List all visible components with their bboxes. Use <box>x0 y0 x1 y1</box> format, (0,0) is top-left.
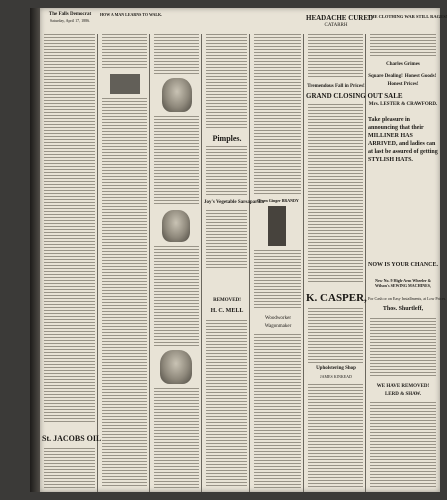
now-your-chance-ad: NOW IS YOUR CHANCE. <box>368 262 439 268</box>
we-have-removed-ad: WE HAVE REMOVED! <box>376 384 430 389</box>
column-7-text-mid <box>370 318 436 378</box>
column-6-text-top <box>308 34 363 78</box>
column-7-text-top <box>370 34 436 58</box>
james-kinkead-ad: JAMES KINKEAD <box>320 374 352 379</box>
column-1-text <box>44 34 95 424</box>
column-1 <box>42 12 102 492</box>
square-dealing: Square Dealing! <box>368 74 403 79</box>
green-ginger-ad: Green Ginger BRANDY <box>257 198 299 203</box>
column-2 <box>100 12 163 492</box>
column-7 <box>368 14 447 492</box>
dateline: Saturday, April 17, 1886. <box>49 18 91 23</box>
mrs-lester-ad: Mrs. LESTER & CRAWFORD. <box>368 102 438 107</box>
column-1-text-bottom <box>44 448 95 488</box>
wagonmaker-ad: Wagonmaker <box>264 324 292 329</box>
lerd-shaw-ad: LERD & SHAW. <box>384 392 422 397</box>
column-3 <box>152 34 202 492</box>
column-4-text-bottom <box>206 320 247 488</box>
honest-goods: Honest Goods! <box>404 74 437 79</box>
column-5-text-bottom <box>254 334 301 488</box>
jacobs-oil-ad: St. JACOBS OIL <box>42 434 102 443</box>
column-2-text <box>102 98 147 488</box>
woodworker-ad: Woodworker <box>265 316 291 321</box>
portrait-1 <box>162 78 192 112</box>
column-5-text-mid <box>254 250 301 310</box>
milliner-ad: Take pleasure in announcing that their MILLINER HAS ARRIVED, and ladies can at last be assured of getting STYLISH HATS. <box>368 117 438 163</box>
honest-prices: Honest Prices! <box>387 82 419 87</box>
upholstering-ad: Upholstering Shop <box>316 366 356 371</box>
headache-ad: HEADACHE CURED <box>306 14 374 22</box>
column-2-headline: HOW A MAN LEARNS TO WALK. <box>100 12 163 17</box>
removed-ad: REMOVED! <box>213 298 241 303</box>
column-4 <box>204 34 265 492</box>
tremendous-fall-ad: Tremendous Fall in Prices! <box>307 84 365 89</box>
catarrh-ad: CATARRH <box>324 23 348 28</box>
column-7-text-bottom <box>370 402 436 488</box>
clothing-war-ad: THE CLOTHING WAR STILL RAGES! <box>368 14 447 19</box>
k-casper-ad: K. CASPER, <box>306 292 367 304</box>
column-3-text-lower <box>154 246 199 346</box>
sewing-machines-ad: New No. 9 High-Arm Wheeler & Wilson's SEWING MACHINES, <box>374 278 432 288</box>
figure-illustration <box>110 74 140 94</box>
column-5-text-top <box>254 34 301 194</box>
bottle-illustration <box>268 206 286 246</box>
pimples-ad: Pimples. <box>212 134 242 143</box>
column-4-text-mid <box>206 146 247 196</box>
paper-name: The Falls Democrat <box>48 12 92 17</box>
column-4-text-lower <box>206 210 247 270</box>
column-3-text-bottom <box>154 388 199 488</box>
column-6-text-mid <box>308 104 363 284</box>
grand-closing-ad: GRAND CLOSING OUT SALE <box>306 92 403 100</box>
thos-shurtleff-ad: Thos. Shurtleff, <box>382 306 424 312</box>
portrait-3 <box>160 350 192 384</box>
hc-mell-ad: H. C. MELL <box>210 308 244 314</box>
for-cash-ad: For Cash or on Easy Installments, at Low Prices. <box>368 296 447 301</box>
portrait-2 <box>162 210 190 242</box>
newspaper-sheet <box>40 8 447 492</box>
column-6-text-lower <box>308 308 363 364</box>
column-4-text-top <box>206 34 247 129</box>
column-5 <box>252 34 304 492</box>
column-3-text-top <box>154 34 199 74</box>
column-3-text-mid <box>154 116 199 206</box>
column-2-text-top <box>102 34 147 70</box>
charles-grimes: Charles Grimes <box>386 62 420 67</box>
joy-sarsaparilla-ad: Joy's Vegetable Sarsaparilla <box>204 200 265 205</box>
column-6-text-bottom <box>308 384 363 488</box>
